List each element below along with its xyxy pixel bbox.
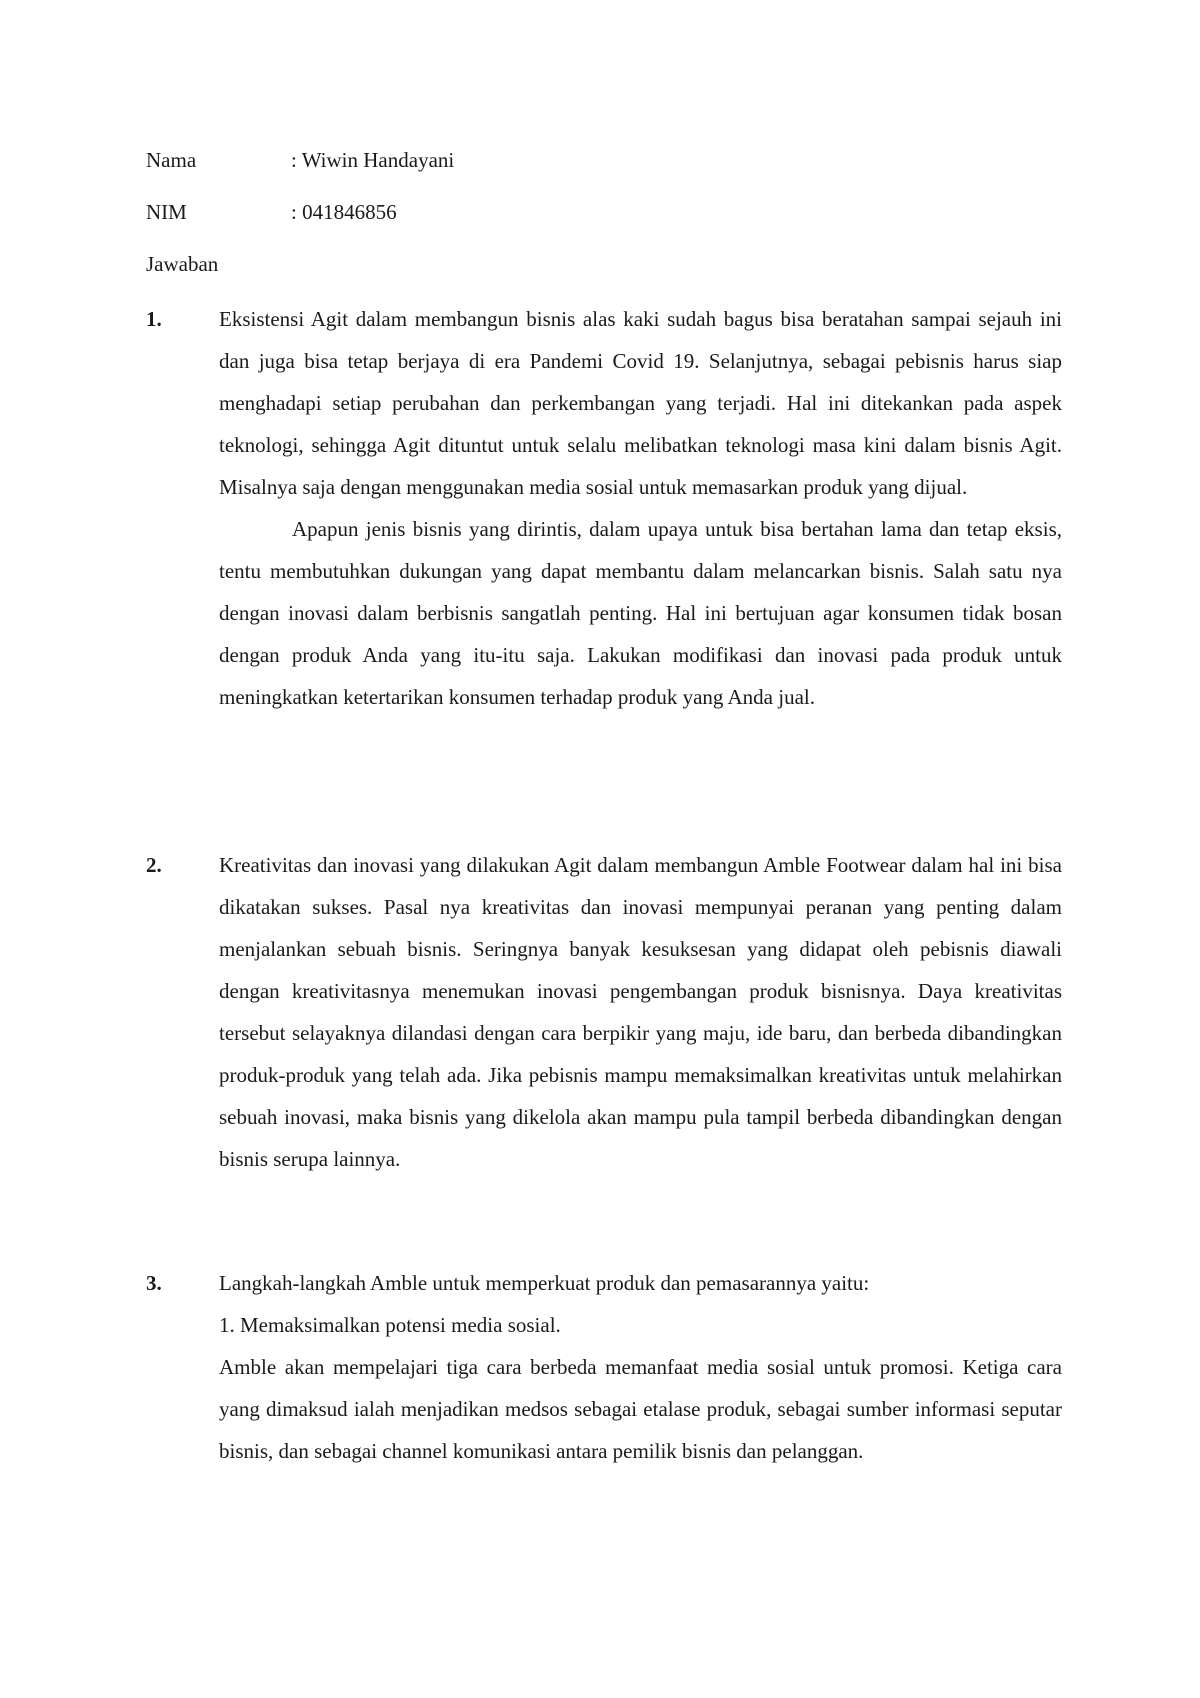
answer-paragraph: Apapun jenis bisnis yang dirintis, dalam upaya untuk bisa bertahan lama dan tetap eksis, tentu membutuhkan dukungan yang dapat membantu dalam melancarkan bisnis. Salah satu nya dengan inovasi dalam berbisnis sangatlah penting. Hal ini bertujuan agar konsumen tidak bosan dengan produk Anda yang itu-itu saja. Lakukan modifikasi dan inovasi pada produk untuk meningkatkan ketertarikan konsumen terhadap produk yang Anda jual.	[219, 517, 1062, 709]
nim-label: NIM	[146, 200, 187, 224]
answer-body	[219, 298, 1062, 718]
name-value: : Wiwin Handayani	[291, 148, 455, 172]
answers-heading: Jawaban	[146, 252, 219, 276]
answer-paragraph: Kreativitas dan inovasi yang dilakukan Agit dalam membangun Amble Footwear dalam hal ini bisa dikatakan sukses. Pasal nya kreativitas dan inovasi mempunyai peranan yang penting dalam menjalankan sebuah bisnis. Seringnya banyak kesuksesan yang didapat oleh pebisnis diawali dengan kreativitasnya menemukan inovasi pengembangan produk bisnisnya. Daya kreativitas tersebut selayaknya dilandasi dengan cara berpikir yang maju, ide baru, dan berbeda dibandingkan produk-produk yang telah ada. Jika pebisnis mampu memaksimalkan kreativitas untuk melahirkan sebuah inovasi, maka bisnis yang dikelola akan mampu pula tampil berbeda dibandingkan dengan bisnis serupa lainnya.	[219, 853, 1062, 1171]
name-row	[146, 146, 454, 174]
answer-body	[219, 844, 1062, 1180]
answer-number: 1.	[146, 307, 162, 331]
answer-item-3	[146, 1262, 1062, 1472]
answer-item-1	[146, 298, 1062, 718]
answer-paragraph: Langkah-langkah Amble untuk memperkuat produk dan pemasarannya yaitu:	[219, 1271, 870, 1295]
answer-item-2	[146, 844, 1062, 1180]
answer-body	[219, 1262, 1062, 1472]
answer-paragraph: Amble akan mempelajari tiga cara berbeda memanfaat media sosial untuk promosi. Ketiga cara yang dimaksud ialah menjadikan medsos sebagai etalase produk, sebagai sumber informasi seputar bisnis, dan sebagai channel komunikasi antara pemilik bisnis dan pelanggan.	[219, 1355, 1062, 1463]
answer-number: 3.	[146, 1271, 162, 1295]
answer-subitem: 1. Memaksimalkan potensi media sosial.	[219, 1313, 561, 1337]
nim-value: : 041846856	[291, 200, 397, 224]
name-label: Nama	[146, 148, 197, 172]
answer-number: 2.	[146, 853, 162, 877]
nim-row	[146, 198, 397, 226]
answer-paragraph: Eksistensi Agit dalam membangun bisnis alas kaki sudah bagus bisa beratahan sampai sejauh ini dan juga bisa tetap berjaya di era Pandemi Covid 19. Selanjutnya, sebagai pebisnis harus siap menghadapi setiap perubahan dan perkembangan yang terjadi. Hal ini ditekankan pada aspek teknologi, sehingga Agit dituntut untuk selalu melibatkan teknologi masa kini dalam bisnis Agit. Misalnya saja dengan menggunakan media sosial untuk memasarkan produk yang dijual.	[219, 307, 1062, 499]
